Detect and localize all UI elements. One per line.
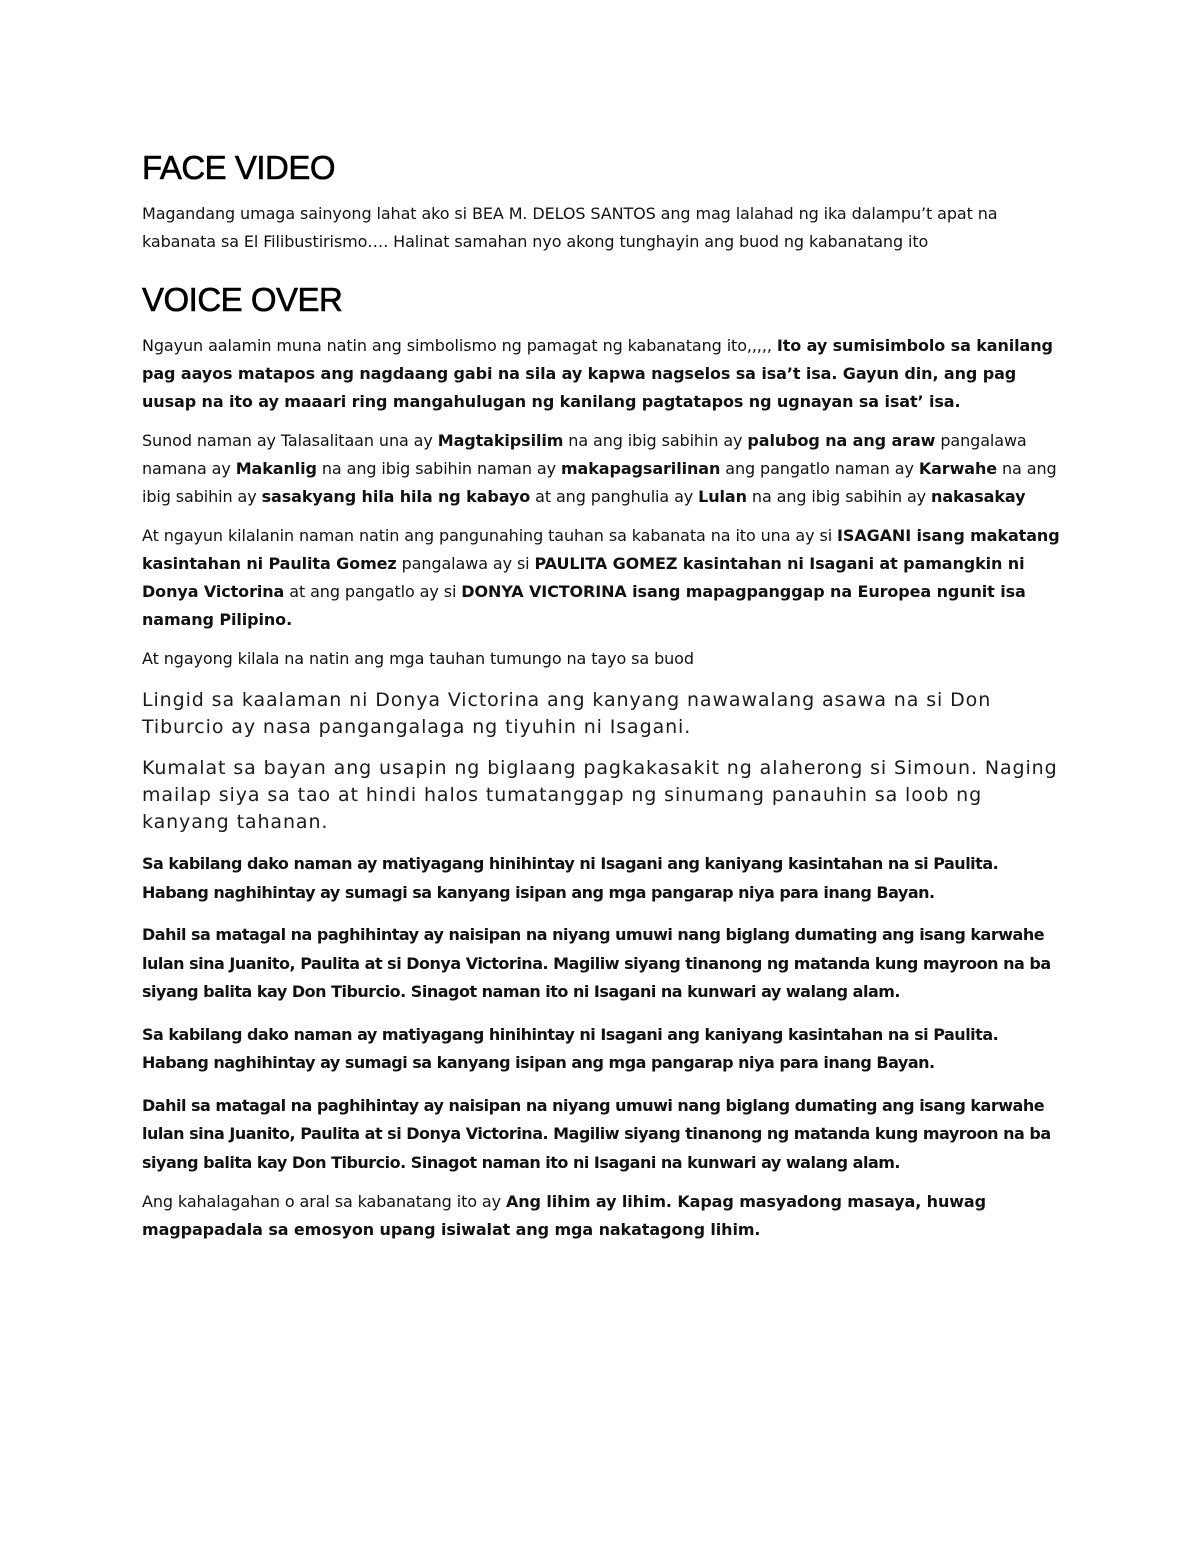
vocab-term-1: Magtakipsilim bbox=[437, 431, 564, 450]
vocab-text-3: pangalawa namana ay bbox=[142, 431, 1027, 478]
summary-paragraph-3: Sa kabilang dako naman ay matiyagang hinihintay ni Isagani ang kaniyang kasintahan na si Paulita. Habang naghihintay ay sumagi sa kanyang isipan ang mga pangarap niya para inang Bayan. bbox=[142, 854, 999, 902]
vocab-text-6: na ang ibig sabihin ay bbox=[142, 459, 1057, 506]
characters-text-2: pangalawa ay si bbox=[396, 554, 535, 573]
vocab-text-1: Sunod naman ay Talasalitaan una ay bbox=[142, 431, 438, 450]
vocab-text-5: ang pangatlo naman ay bbox=[720, 459, 919, 478]
character-victorina: DONYA VICTORINA isang mapagpanggap na Europea ngunit isa namang Pilipino. bbox=[142, 582, 1026, 629]
vocab-term-3: Karwahe bbox=[918, 459, 998, 478]
symbolism-bold: Ito ay sumisimbolo sa kanilang pag aayos matapos ang nagdaang gabi na sila ay kapwa nagselos sa isa’t isa. Gayun din, ang pag uusap na ito ay maaari ring mangahulugan ng kanilang pagtatapos ng ugnayan sa isat’ isa. bbox=[142, 336, 1053, 411]
voice-over-heading: VOICE OVER bbox=[142, 281, 343, 318]
characters-paragraph bbox=[142, 522, 1062, 634]
vocab-meaning-3: sasakyang hila hila ng kabayo bbox=[261, 487, 531, 506]
face-video-intro: Magandang umaga sainyong lahat ako si BEA M. DELOS SANTOS ang mag lalahad ng ika dalampu’t apat na kabanata sa El Filibustirismo…. Halinat samahan nyo akong tunghayin ang buod ng kabanatang ito bbox=[142, 204, 998, 251]
characters-text-1: At ngayun kilalanin naman natin ang pangunahing tauhan sa kabanata na ito una ay si bbox=[142, 526, 838, 545]
vocab-meaning-1: palubog na ang araw bbox=[747, 431, 936, 450]
summary-paragraph-1: Lingid sa kaalaman ni Donya Victorina ang kanyang nawawalang asawa na si Don Tiburcio ay nasa pangangalaga ng tiyuhin ni Isagani. bbox=[142, 689, 992, 738]
face-video-heading: FACE VIDEO bbox=[142, 149, 336, 186]
character-isagani: ISAGANI isang makatang kasintahan ni Paulita Gomez bbox=[142, 526, 1060, 573]
lesson-paragraph bbox=[142, 1188, 1062, 1244]
symbolism-paragraph bbox=[142, 332, 1062, 416]
lesson-lead: Ang kahalagahan o aral sa kabanatang ito ay bbox=[142, 1192, 506, 1211]
symbolism-lead: Ngayun aalamin muna natin ang simbolismo ng pamagat ng kabanatang ito,,,,, bbox=[142, 336, 777, 355]
vocab-term-2: Makanlig bbox=[235, 459, 317, 478]
summary-paragraph-4: Dahil sa matagal na paghihintay ay naisipan na niyang umuwi nang biglang dumating ang isang karwahe lulan sina Juanito, Paulita at si Donya Victorina. Magiliw siyang tinanong ng matanda kung mayroon na ba siyang balita kay Don Tiburcio. Sinagot naman ito ni Isagani na kunwari ay walang alam. bbox=[142, 925, 1051, 1001]
document-page bbox=[142, 146, 1062, 1244]
summary-paragraph-2: Kumalat sa bayan ang usapin ng biglaang pagkakasakit ng alaherong si Simoun. Naging mailap siya sa tao at hindi halos tumatanggap ng sinumang panauhin sa loob ng kanyang tahanan. bbox=[142, 757, 1058, 833]
vocab-term-4: Lulan bbox=[698, 487, 747, 506]
lesson-bold: Ang lihim ay lihim. Kapag masyadong masaya, huwag magpapadala sa emosyon upang isiwalat ang mga nakatagong lihim. bbox=[142, 1192, 986, 1239]
vocab-text-7: at ang panghulia ay bbox=[530, 487, 699, 506]
characters-text-3: at ang pangatlo ay si bbox=[284, 582, 462, 601]
vocab-meaning-4: nakasakay bbox=[931, 487, 1026, 506]
summary-paragraph-5: Sa kabilang dako naman ay matiyagang hinihintay ni Isagani ang kaniyang kasintahan na si Paulita. Habang naghihintay ay sumagi sa kanyang isipan ang mga pangarap niya para inang Bayan. bbox=[142, 1024, 999, 1072]
vocab-text-4: na ang ibig sabihin naman ay bbox=[316, 459, 561, 478]
vocabulary-paragraph bbox=[142, 427, 1062, 511]
vocab-text-8: na ang ibig sabihin ay bbox=[746, 487, 932, 506]
summary-paragraph-6: Dahil sa matagal na paghihintay ay naisipan na niyang umuwi nang biglang dumating ang isang karwahe lulan sina Juanito, Paulita at si Donya Victorina. Magiliw siyang tinanong ng matanda kung mayroon na ba siyang balita kay Don Tiburcio. Sinagot naman ito ni Isagani na kunwari ay walang alam. bbox=[142, 1095, 1051, 1172]
character-paulita: PAULITA GOMEZ kasintahan ni Isagani at pamangkin ni Donya Victorina bbox=[142, 554, 1025, 601]
vocab-meaning-2: makapagsarilinan bbox=[560, 459, 721, 478]
transition-paragraph: At ngayong kilala na natin ang mga tauhan tumungo na tayo sa buod bbox=[142, 649, 694, 668]
vocab-text-2: na ang ibig sabihin ay bbox=[563, 431, 748, 450]
